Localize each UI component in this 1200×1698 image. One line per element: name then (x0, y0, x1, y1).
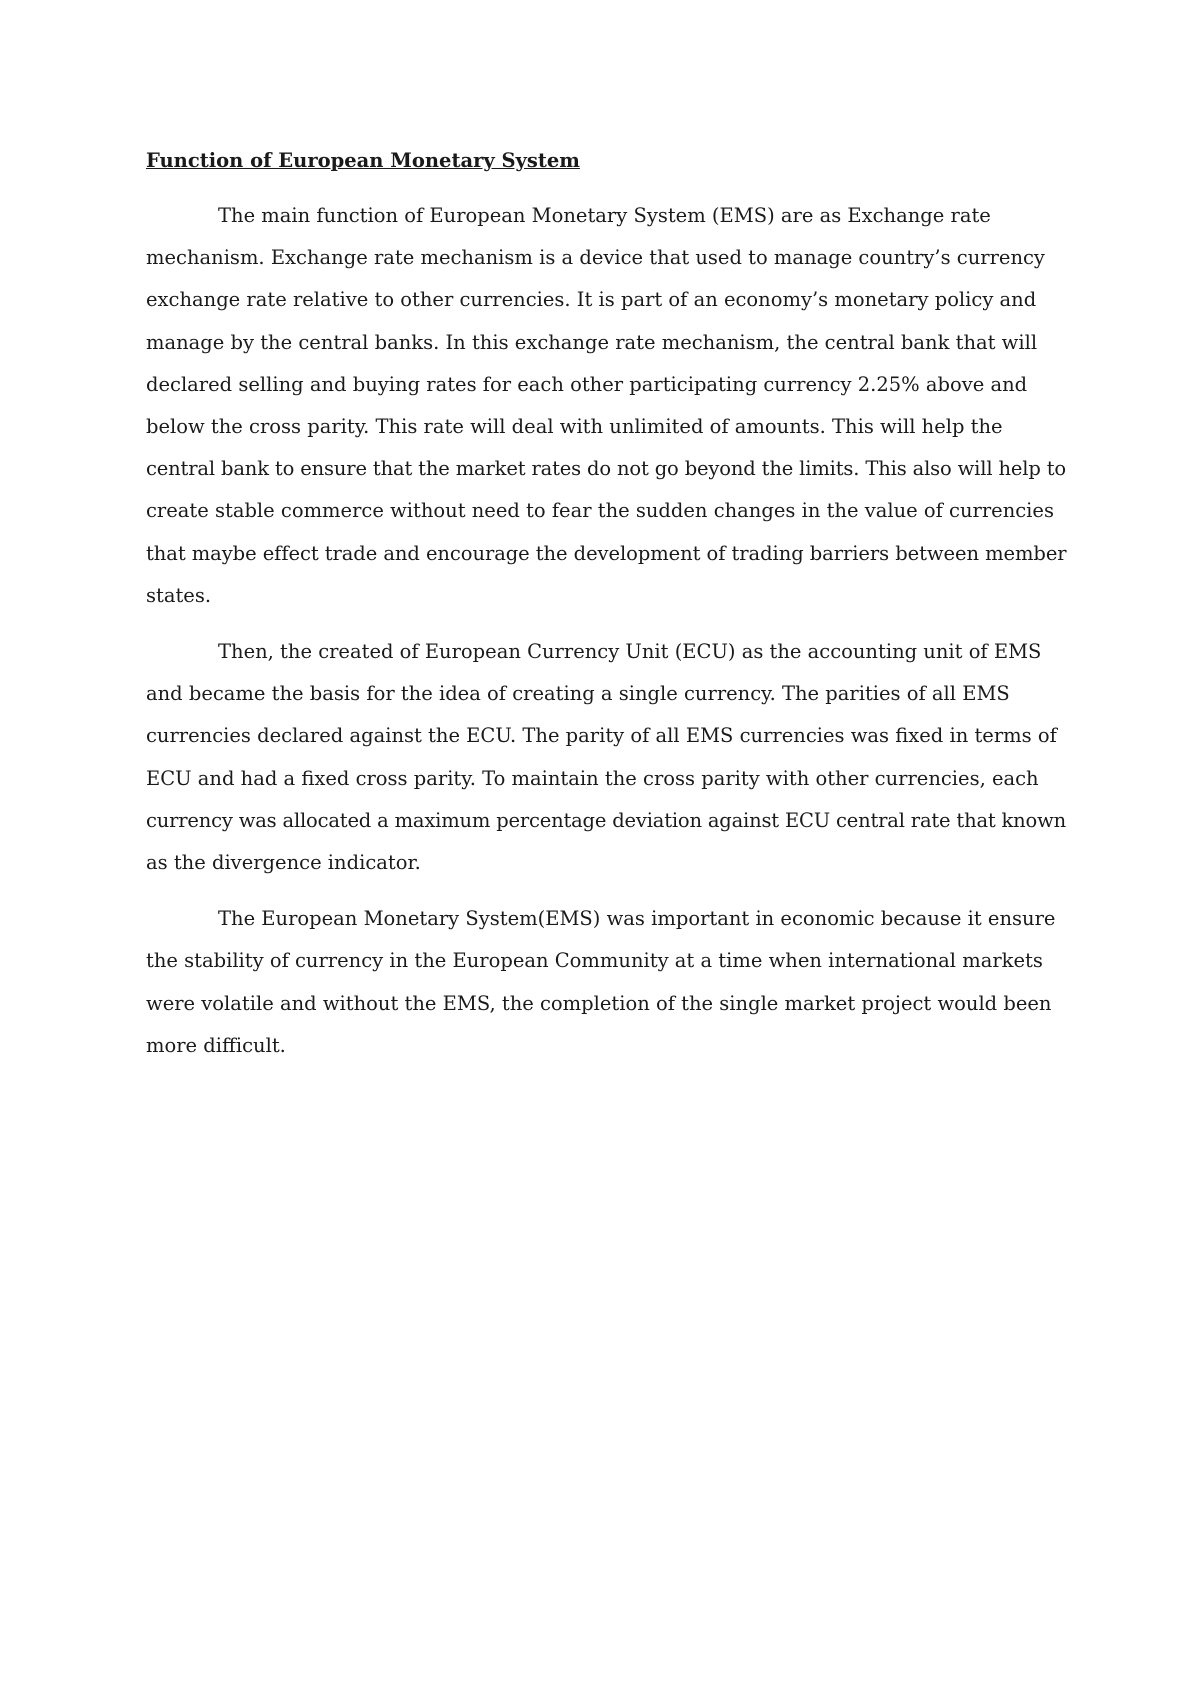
paragraph-line: and became the basis for the idea of creating a single currency. The parities of all EMS (146, 682, 1010, 706)
paragraph-3 (146, 898, 1066, 1067)
document-body (146, 143, 1066, 1081)
paragraph-line: exchange rate relative to other currencies. It is part of an economy’s monetary policy and (146, 288, 1037, 312)
paragraph-line: below the cross parity. This rate will deal with unlimited of amounts. This will help the (146, 415, 1003, 439)
paragraph-line: The European Monetary System(EMS) was important in economic because it ensure (218, 907, 1056, 931)
paragraph-line: Then, the created of European Currency Unit (ECU) as the accounting unit of EMS (218, 640, 1042, 664)
paragraph-line: declared selling and buying rates for each other participating currency 2.25% above and (146, 372, 1028, 396)
paragraph-line: currency was allocated a maximum percentage deviation against ECU central rate that known (146, 808, 1066, 832)
paragraph-line: The main function of European Monetary System (EMS) are as Exchange rate (218, 204, 991, 227)
paragraph-line: the stability of currency in the European Community at a time when international markets (146, 949, 1043, 973)
paragraph-2 (146, 631, 1066, 884)
paragraph-line: mechanism. Exchange rate mechanism is a device that used to manage country’s currency (146, 246, 1045, 270)
paragraph-line: central bank to ensure that the market rates do not go beyond the limits. This also will help to (146, 457, 1066, 481)
paragraph-line: were volatile and without the EMS, the completion of the single market project would been (146, 991, 1052, 1015)
paragraph-line: ECU and had a fixed cross parity. To maintain the cross parity with other currencies, each (146, 766, 1039, 790)
paragraph-line: currencies declared against the ECU. The parity of all EMS currencies was fixed in terms of (146, 724, 1057, 748)
paragraph-line: create stable commerce without need to fear the sudden changes in the value of currencies (146, 499, 1054, 523)
paragraph-line: manage by the central banks. In this exchange rate mechanism, the central bank that will (146, 330, 1038, 354)
paragraph-line: states. (146, 583, 212, 607)
document-title: Function of European Monetary System (146, 149, 580, 172)
paragraph-line: that maybe effect trade and encourage the development of trading barriers between member (146, 541, 1067, 565)
paragraph-1 (146, 195, 1066, 617)
paragraph-line: more difficult. (146, 1033, 286, 1057)
paragraph-line: as the divergence indicator. (146, 851, 421, 875)
